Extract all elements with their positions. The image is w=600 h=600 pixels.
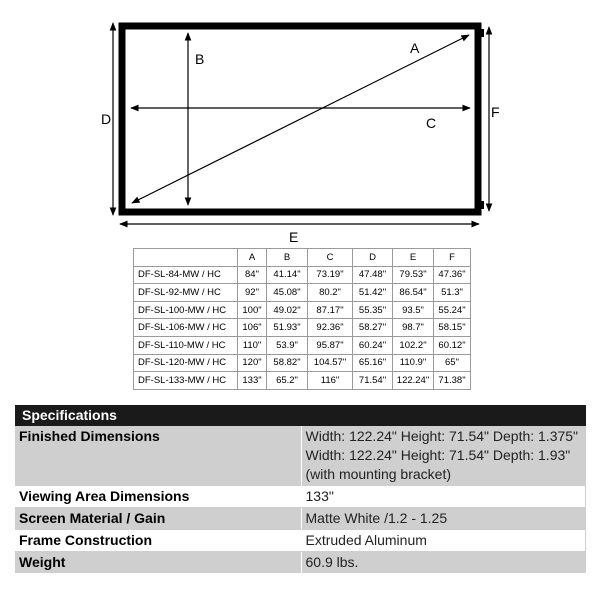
table-cell: 60.24" — [353, 336, 393, 354]
spec-value: 133" — [301, 486, 586, 508]
spec-label: Weight — [15, 552, 301, 574]
column-header: D — [353, 249, 393, 267]
column-header: F — [434, 249, 471, 267]
model-cell: DF-SL-133-MW / HC — [134, 372, 238, 390]
model-cell: DF-SL-106-MW / HC — [134, 319, 238, 337]
table-row — [134, 284, 471, 302]
table-cell: 71.38" — [434, 372, 471, 390]
table-row — [134, 354, 471, 372]
table-row — [134, 266, 471, 284]
column-header: B — [267, 249, 308, 267]
table-cell: 49.02" — [267, 301, 308, 319]
table-row — [134, 301, 471, 319]
model-cell: DF-SL-84-MW / HC — [134, 266, 238, 284]
table-cell: 110" — [238, 336, 267, 354]
table-cell: 79.53" — [393, 266, 434, 284]
model-cell: DF-SL-110-MW / HC — [134, 336, 238, 354]
spec-label: Frame Construction — [15, 530, 301, 552]
table-cell: 51.3" — [434, 284, 471, 302]
spec-row-finished-dimensions — [15, 426, 586, 486]
label-a: A — [410, 40, 420, 56]
spec-label: Finished Dimensions — [15, 426, 301, 486]
table-cell: 55.35" — [353, 301, 393, 319]
table-cell: 47.48" — [353, 266, 393, 284]
table-cell: 93.5" — [393, 301, 434, 319]
spec-value: Extruded Aluminum — [301, 530, 586, 552]
label-b: B — [195, 51, 205, 67]
model-cell: DF-SL-100-MW / HC — [134, 301, 238, 319]
table-cell: 73.19" — [308, 266, 353, 284]
spec-label: Viewing Area Dimensions — [15, 486, 301, 508]
table-cell: 133" — [238, 372, 267, 390]
table-cell: 80.2" — [308, 284, 353, 302]
table-cell: 84" — [238, 266, 267, 284]
column-header — [134, 249, 238, 267]
bracket-top — [478, 29, 484, 37]
label-e: E — [289, 229, 299, 245]
table-cell: 55.24" — [434, 301, 471, 319]
table-header-row — [134, 249, 471, 267]
table-cell: 106" — [238, 319, 267, 337]
spec-label: Screen Material / Gain — [15, 508, 301, 530]
table-cell: 104.57" — [308, 354, 353, 372]
table-cell: 51.93" — [267, 319, 308, 337]
table-cell: 65" — [434, 354, 471, 372]
table-cell: 92.36" — [308, 319, 353, 337]
bracket-bottom — [478, 201, 484, 209]
model-size-table — [133, 248, 471, 390]
label-d: D — [101, 111, 112, 127]
table-row — [134, 372, 471, 390]
specifications-header — [15, 405, 586, 426]
column-header: E — [393, 249, 434, 267]
table-cell: 58.15" — [434, 319, 471, 337]
table-cell: 65.16" — [353, 354, 393, 372]
table-cell: 116" — [308, 372, 353, 390]
table-cell: 58.82" — [267, 354, 308, 372]
specifications-table — [15, 405, 586, 573]
screen-dimension-diagram — [0, 0, 600, 245]
table-row — [134, 319, 471, 337]
spec-value-line: Width: 122.24" Height: 71.54" Depth: 1.375" — [305, 428, 579, 444]
dimension-a-line — [132, 35, 469, 203]
spec-value: 60.9 lbs. — [301, 552, 586, 574]
spec-value — [301, 426, 586, 486]
spec-value: Matte White /1.2 - 1.25 — [301, 508, 586, 530]
spec-row-frame-construction — [15, 530, 586, 552]
table-cell: 98.7" — [393, 319, 434, 337]
table-cell: 100" — [238, 301, 267, 319]
model-cell: DF-SL-120-MW / HC — [134, 354, 238, 372]
table-cell: 58.27" — [353, 319, 393, 337]
column-header: A — [238, 249, 267, 267]
table-cell: 65.2" — [267, 372, 308, 390]
table-cell: 71.54" — [353, 372, 393, 390]
table-cell: 92" — [238, 284, 267, 302]
table-cell: 51.42" — [353, 284, 393, 302]
table-cell: 41.14" — [267, 266, 308, 284]
column-header: C — [308, 249, 353, 267]
specifications-title: Specifications — [15, 405, 586, 426]
label-c: C — [426, 115, 437, 131]
table-cell: 120" — [238, 354, 267, 372]
table-cell: 60.12" — [434, 336, 471, 354]
spec-row-screen-material — [15, 508, 586, 530]
table-cell: 87.17" — [308, 301, 353, 319]
model-cell: DF-SL-92-MW / HC — [134, 284, 238, 302]
label-f: F — [491, 104, 500, 120]
table-cell: 102.2" — [393, 336, 434, 354]
spec-row-viewing-area — [15, 486, 586, 508]
table-cell: 47.36" — [434, 266, 471, 284]
spec-row-weight — [15, 552, 586, 574]
table-cell: 53.9" — [267, 336, 308, 354]
spec-value-line: Width: 122.24" Height: 71.54" Depth: 1.93" (with mounting bracket) — [305, 447, 571, 482]
table-cell: 122.24" — [393, 372, 434, 390]
table-cell: 86.54" — [393, 284, 434, 302]
table-cell: 110.9" — [393, 354, 434, 372]
table-row — [134, 336, 471, 354]
table-cell: 45.08" — [267, 284, 308, 302]
table-cell: 95.87" — [308, 336, 353, 354]
